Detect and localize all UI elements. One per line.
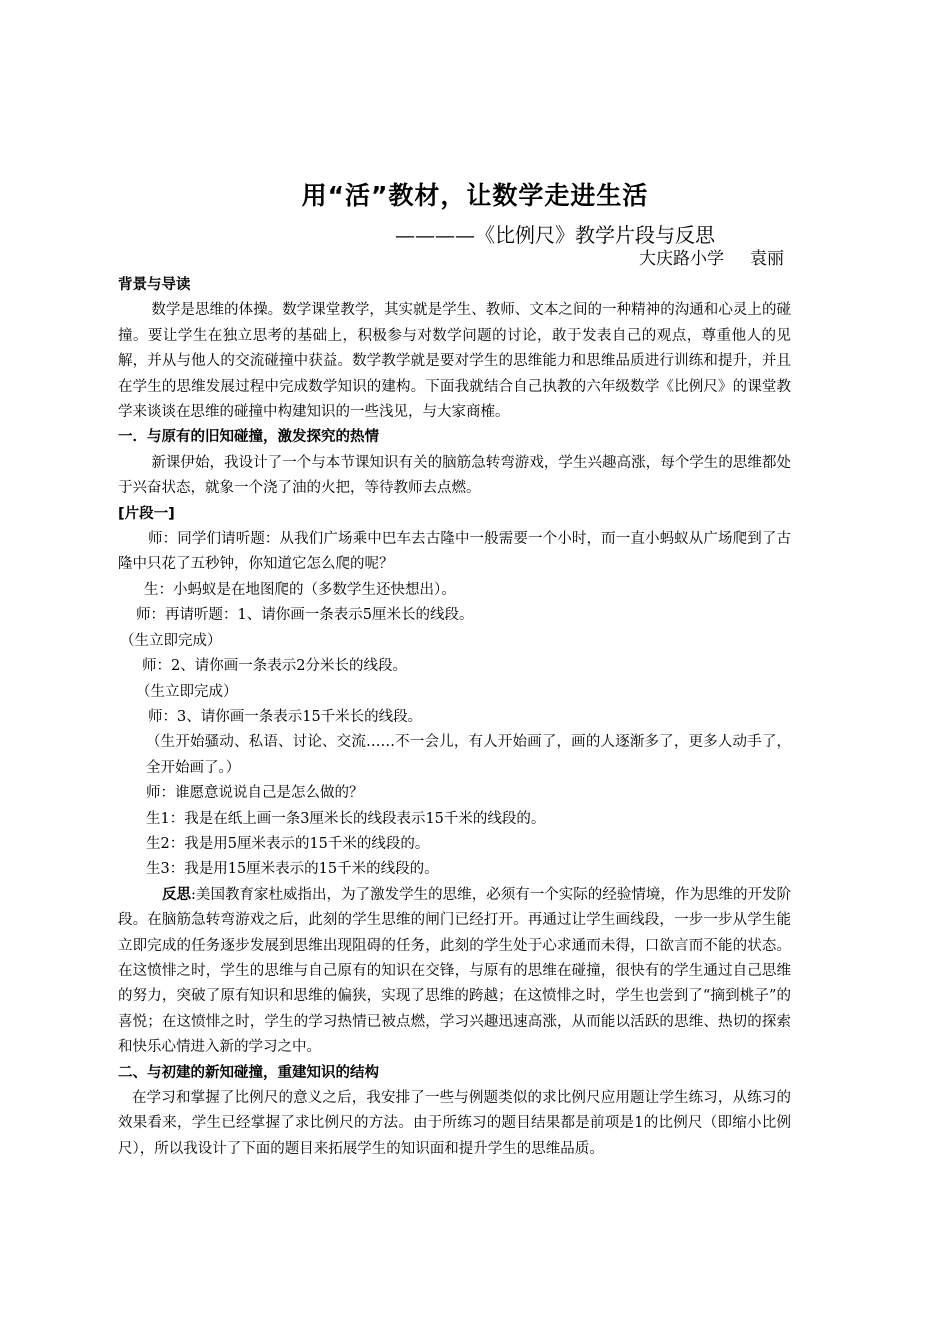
dialogue-line: 师：同学们请听题：从我们广场乘中巴车去古隆中一般需要一个小时，而一直小蚂蚁从广场爬到了古隆中只花了五秒钟，你知道它怎么爬的呢？ <box>118 531 791 573</box>
section2-paragraph: 在学习和掌握了比例尺的意义之后，我安排了一些与例题类似的求比例尺应用题让学生练习，从练习的效果看来，学生已经掌握了求比例尺的方法。由于所练习的题目结果都是前项是1的比例尺（即缩小比例尺），所以我设计了下面的题目来拓展学生的知识面和提升学生的思维品质。 <box>118 1090 791 1157</box>
author-name: 袁丽 <box>750 249 784 269</box>
dialogue-line: 师：再请听题：1、请你画一条表示5厘米长的线段。 <box>136 607 474 624</box>
author-school: 大庆路小学 <box>639 249 724 269</box>
reflection-label: 反思 <box>162 886 192 903</box>
dialogue-line: （生立即完成） <box>136 683 238 700</box>
intro-heading: 背景与导读 <box>118 277 191 293</box>
dialogue-line: 生1：我是在纸上画一条3厘米长的线段表示15千米的线段的。 <box>146 810 546 827</box>
document-title: 用“活”教材，让数学走进生活 <box>301 181 649 210</box>
dialogue-line: 生2：我是用5厘米表示的15千米的线段的。 <box>146 835 430 852</box>
dialogue-line: 师：2、请你画一条表示2分米长的线段。 <box>142 658 407 675</box>
dialogue-line: （生开始骚动、私语、讨论、交流……不一会儿，有人开始画了，画的人逐渐多了，更多人动手了，全开始画了。） <box>146 734 791 776</box>
document-body <box>118 273 791 1162</box>
dialogue-line: 生：小蚂蚁是在地图爬的（多数学生还快想出）。 <box>144 581 456 598</box>
author-line <box>639 246 784 272</box>
dialogue-line: （生立即完成） <box>120 632 222 649</box>
dialogue-line: 生3：我是用15厘米表示的15千米的线段的。 <box>146 861 439 878</box>
section2-heading: 二、与初建的新知碰撞，重建知识的结构 <box>118 1064 379 1081</box>
intro-paragraph: 数学是思维的体操。数学课堂教学，其实就是学生、教师、文本之间的一种精神的沟通和心灵上的碰撞。要让学生在独立思考的基础上，积极参与对数学问题的讨论，敢于发表自己的观点，尊重他人的见解，并从与他人的交流碰撞中获益。数学教学就是要对学生的思维能力和思维品质进行训练和提升，并且在学生的思维发展过程中完成数学知识的建构。下面我就结合自己执教的六年级数学《比例尺》的课堂教学来谈谈在思维的碰撞中构建知识的一些浅见，与大家商榷。 <box>118 302 791 421</box>
section1-heading: 一．与原有的旧知碰撞，激发探究的热情 <box>118 429 379 446</box>
fragment1-label: [片段一] <box>118 505 175 522</box>
dialogue-line: 师：3、请你画一条表示15千米长的线段。 <box>148 708 423 725</box>
document-subtitle: ————《比例尺》教学片段与反思 <box>395 223 715 247</box>
dialogue-line: 师：谁愿意说说自己是怎么做的？ <box>146 785 364 802</box>
reflection-paragraph <box>118 883 791 1061</box>
section1-paragraph: 新课伊始，我设计了一个与本节课知识有关的脑筋急转弯游戏，学生兴趣高涨，每个学生的思维都处于兴奋状态，就象一个浇了油的火把，等待教师去点燃。 <box>118 454 791 497</box>
reflection-text: :美国教育家杜威指出，为了激发学生的思维，必须有一个实际的经验情境，作为思维的开发阶段。在脑筋急转弯游戏之后，此刻的学生思维的闸门已经打开。再通过让学生画线段，一步一步从学生能立即完成的任务逐步发展到思维出现阻碍的任务，此刻的学生处于心求通而未得，口欲言而不能的状态。在这愤悱之时，学生的思维与自己原有的知识在交锋，与原有的思维在碰撞，很快有的学生通过自己思维的努力，突破了原有知识和思维的偏狭，实现了思维的跨越；在这愤悱之时，学生也尝到了“摘到桃子”的喜悦；在这愤悱之时，学生的学习热情已被点燃，学习兴趣迅速高涨，从而能以活跃的思维、热切的探索和快乐心情进入新的学习之中。 <box>118 886 791 1056</box>
